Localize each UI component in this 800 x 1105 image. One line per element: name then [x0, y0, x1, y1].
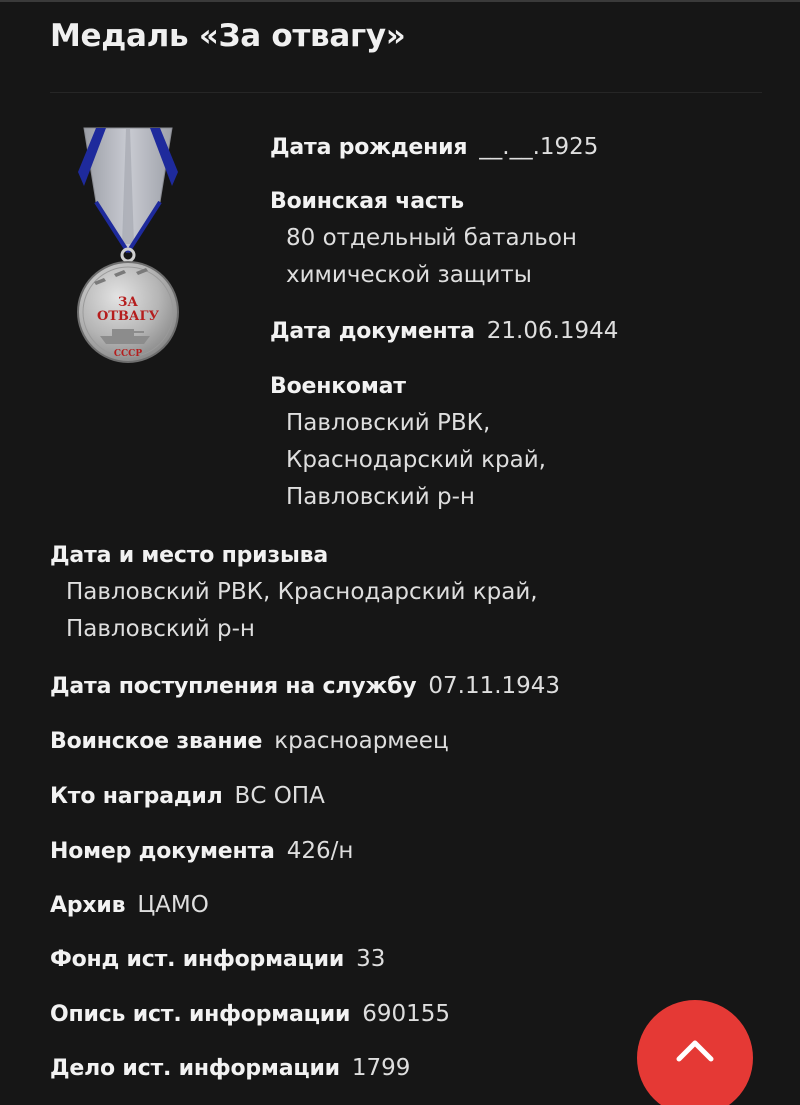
- medal-for-courage-icon: [66, 124, 190, 374]
- service-start-value: 07.11.1943: [428, 673, 561, 699]
- military-unit-label: Воинская часть: [270, 189, 464, 214]
- opis-value: 690155: [362, 1001, 451, 1027]
- field-document-number: [50, 833, 353, 870]
- awarded-by-label: Кто наградил: [50, 784, 223, 809]
- chevron-up-icon: [675, 1038, 715, 1062]
- document-date-label: Дата документа: [270, 319, 475, 344]
- military-unit-value: 80 отдельный батальон химической защиты: [286, 225, 577, 288]
- field-rank: [50, 723, 449, 760]
- delo-value: 1799: [351, 1055, 411, 1081]
- service-start-label: Дата поступления на службу: [50, 674, 417, 699]
- field-conscription: [50, 537, 538, 648]
- birth-date-value: __.__.1925: [479, 134, 599, 160]
- rank-label: Воинское звание: [50, 729, 263, 754]
- svg-text:ЗА: ЗА: [118, 295, 138, 310]
- document-number-label: Номер документа: [50, 839, 275, 864]
- field-document-date: [270, 313, 618, 350]
- field-birth-date: [270, 129, 598, 166]
- field-archive: [50, 887, 209, 924]
- scroll-to-top-button[interactable]: [637, 1000, 753, 1105]
- delo-label: Дело ист. информации: [50, 1056, 340, 1081]
- rank-value: красноармеец: [274, 728, 449, 754]
- field-enlistment-office: [270, 368, 546, 516]
- field-opis: [50, 996, 450, 1033]
- field-delo: [50, 1050, 410, 1087]
- fond-label: Фонд ист. информации: [50, 947, 345, 972]
- field-awarded-by: [50, 778, 325, 815]
- field-fond: [50, 941, 385, 978]
- enlistment-office-label: Военкомат: [270, 374, 406, 399]
- birth-date-label: Дата рождения: [270, 135, 468, 160]
- opis-label: Опись ист. информации: [50, 1002, 351, 1027]
- enlistment-office-value: Павловский РВК, Краснодарский край, Павловский р-н: [286, 410, 546, 510]
- document-date-value: 21.06.1944: [486, 318, 619, 344]
- title-divider: [50, 92, 762, 93]
- field-military-unit: [270, 183, 577, 294]
- conscription-label: Дата и место призыва: [50, 543, 329, 568]
- top-rule: [0, 0, 800, 8]
- svg-text:СССР: СССР: [113, 349, 143, 359]
- svg-text:ОТВАГУ: ОТВАГУ: [96, 309, 160, 324]
- archive-label: Архив: [50, 893, 126, 918]
- conscription-value: Павловский РВК, Краснодарский край, Павловский р-н: [66, 579, 538, 642]
- archive-value: ЦАМО: [137, 892, 209, 918]
- document-number-value: 426/н: [286, 838, 354, 864]
- field-service-start: [50, 668, 560, 705]
- fond-value: 33: [356, 946, 386, 972]
- page-title: Медаль «За отвагу»: [50, 18, 406, 54]
- awarded-by-value: ВС ОПА: [234, 783, 325, 809]
